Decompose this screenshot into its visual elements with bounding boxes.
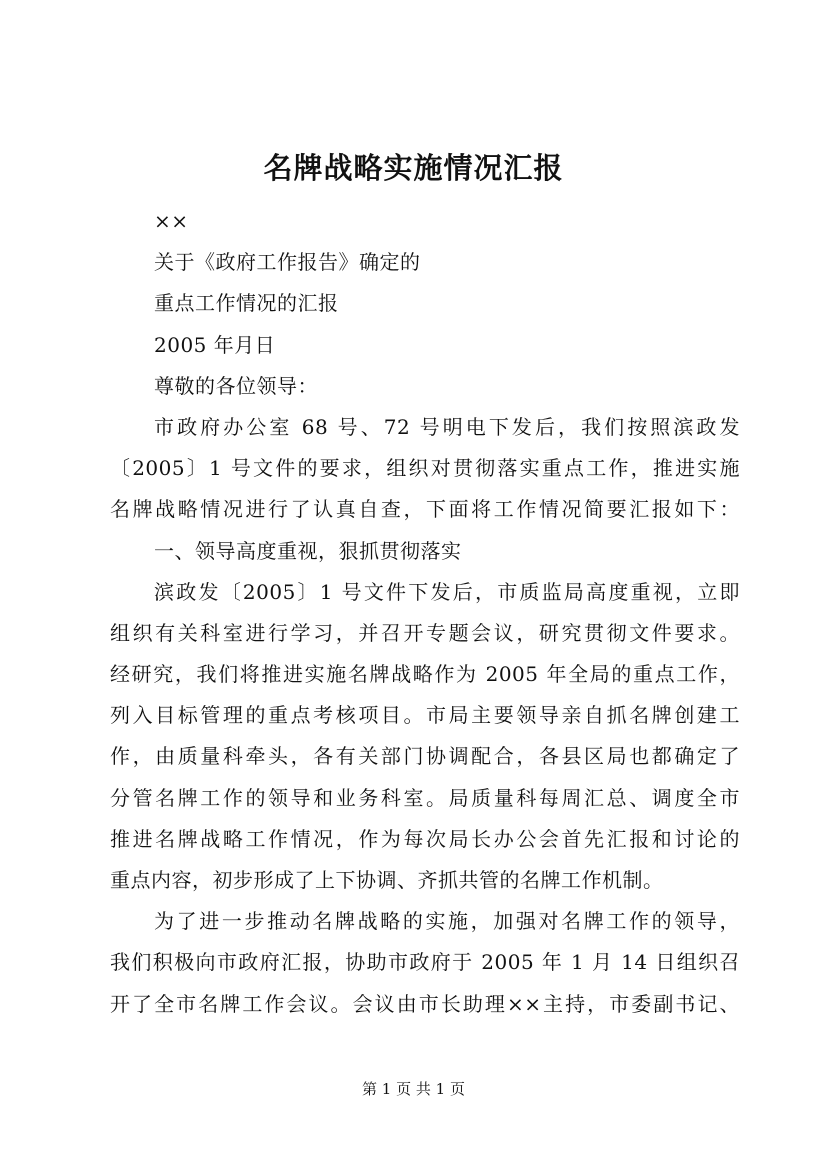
text-line: 为了进一步推动名牌战略的实施，加强对名牌工作的领导， (154, 909, 740, 934)
text-line: 开了全市名牌工作会议。会议由市长助理××主持，市委副书记、 (110, 991, 740, 1016)
text-line: 2005 年月日 (154, 332, 276, 357)
salutation: 尊敬的各位领导： (154, 373, 318, 398)
text-line: 列入目标管理的重点考核项目。市局主要领导亲自抓名牌创建工 (110, 703, 740, 728)
section-heading: 一、领导高度重视，狠抓贯彻落实 (154, 538, 462, 563)
text-line: 作，由质量科牵头，各有关部门协调配合，各县区局也都确定了 (110, 744, 740, 769)
text-line: 〔2005〕1 号文件的要求，组织对贯彻落实重点工作，推进实施 (110, 456, 740, 481)
text-line: 推进名牌战略工作情况，作为每次局长办公会首先汇报和讨论的 (110, 826, 740, 851)
text-line: 组织有关科室进行学习，并召开专题会议，研究贯彻文件要求。 (110, 620, 740, 645)
text-line: 滨政发〔2005〕1 号文件下发后，市质监局高度重视，立即 (154, 579, 740, 604)
page-footer: 第 1 页 共 1 页 (362, 1080, 465, 1098)
text-line: 名牌战略情况进行了认真自查，下面将工作情况简要汇报如下： (110, 497, 740, 522)
text-line: 关于《政府工作报告》确定的 (154, 250, 421, 275)
document-body (110, 201, 740, 1025)
text-line: 我们积极向市政府汇报，协助市政府于 2005 年 1 月 14 日组织召 (110, 950, 740, 975)
document-title: 名牌战略实施情况汇报 (263, 151, 564, 185)
text-line: 重点工作情况的汇报 (154, 291, 339, 316)
text-line: 经研究，我们将推进实施名牌战略作为 2005 年全局的重点工作， (110, 662, 740, 687)
text-line: 市政府办公室 68 号、72 号明电下发后，我们按照滨政发 (154, 414, 740, 439)
text-line: 分管名牌工作的领导和业务科室。局质量科每周汇总、调度全市 (110, 785, 740, 810)
text-line: ×× (154, 209, 189, 233)
text-line: 重点内容，初步形成了上下协调、齐抓共管的名牌工作机制。 (110, 868, 664, 892)
